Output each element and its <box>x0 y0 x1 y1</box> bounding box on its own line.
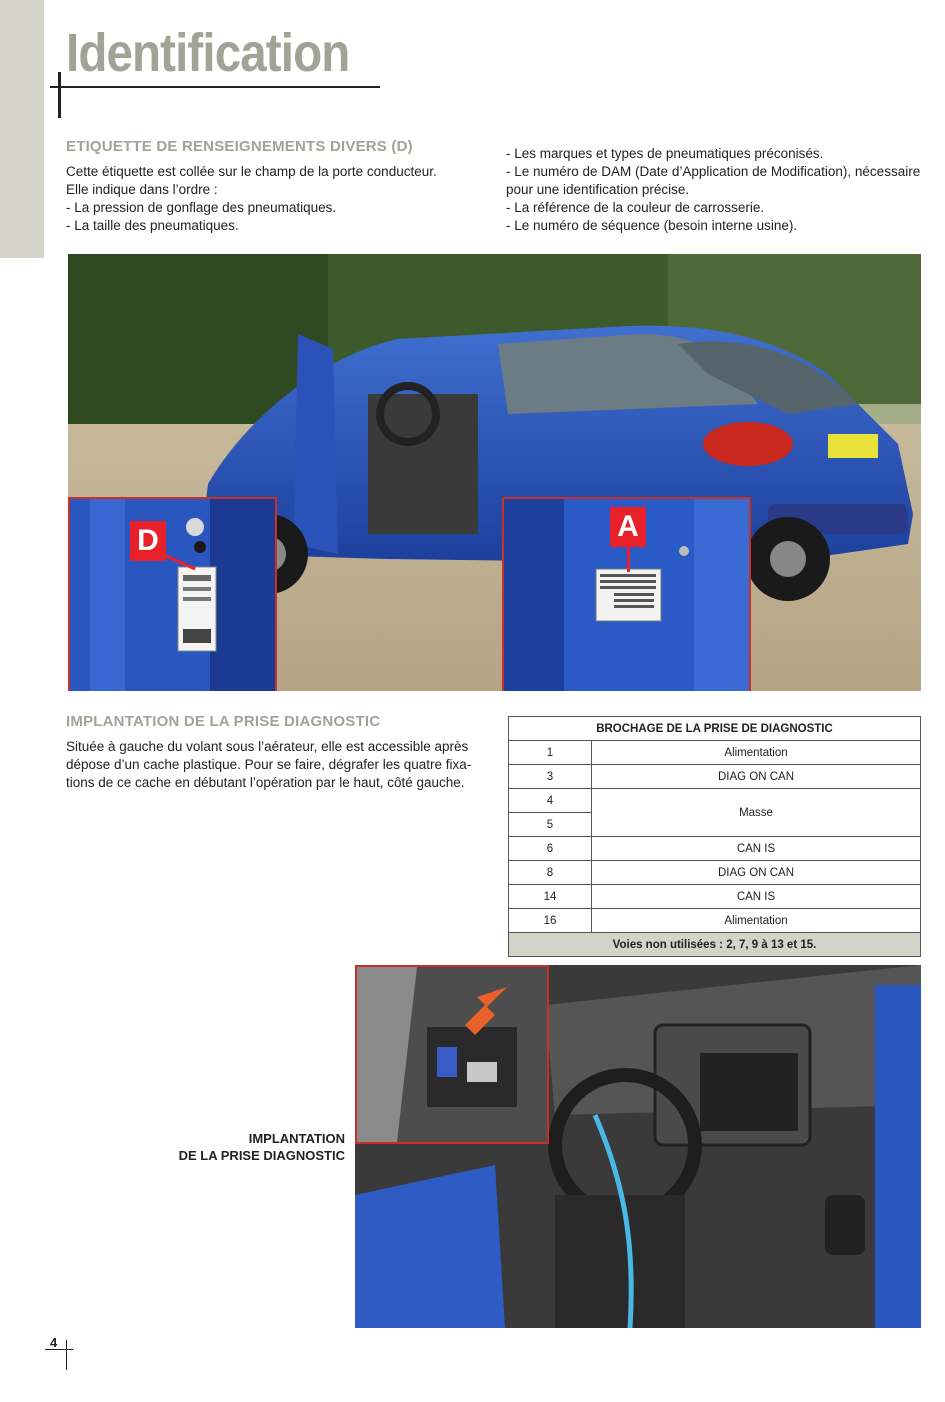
diag-text <box>66 738 471 792</box>
pin-function: CAN IS <box>592 837 921 861</box>
text-line: - Le numéro de DAM (Date d’Application de Modification), nécessaire <box>506 164 921 179</box>
table-row <box>509 789 921 813</box>
caption-line: DE LA PRISE DIAGNOSTIC <box>178 1148 345 1163</box>
pin-function: Masse <box>592 789 921 837</box>
pin-number: 8 <box>509 861 592 885</box>
text-line: - Le numéro de séquence (besoin interne usine). <box>506 218 798 233</box>
interior-caption <box>150 1130 345 1164</box>
pin-number: 16 <box>509 909 592 933</box>
interior-photo <box>355 965 921 1328</box>
inset-door-sticker <box>68 497 277 691</box>
door-sticker-illustration <box>70 499 275 691</box>
text-line: Elle indique dans l’ordre : <box>66 182 218 197</box>
text-line: - Les marques et types de pneumatiques préconisés. <box>506 146 824 161</box>
sticker-text-right <box>506 145 920 235</box>
table-row <box>509 861 921 885</box>
table-row <box>509 765 921 789</box>
table-header-row <box>509 717 921 741</box>
text-line: pour une identification précise. <box>506 182 690 197</box>
pin-function: Alimentation <box>592 909 921 933</box>
text-line: dépose d’un cache plastique. Pour se faire, dégrafer les quatre fixa- <box>66 757 472 772</box>
pin-function: Alimentation <box>592 741 921 765</box>
text-line: Située à gauche du volant sous l’aérateur, elle est accessible après <box>66 739 469 754</box>
table-footer: Voies non utilisées : 2, 7, 9 à 13 et 15. <box>509 933 921 957</box>
pin-number: 5 <box>509 813 592 837</box>
pin-function: DIAG ON CAN <box>592 861 921 885</box>
sticker-text-left <box>66 163 437 235</box>
title-tick <box>58 72 61 118</box>
page-title: Identification <box>66 23 350 83</box>
table-row <box>509 837 921 861</box>
car-photo <box>68 254 921 691</box>
table-header: BROCHAGE DE LA PRISE DE DIAGNOSTIC <box>509 717 921 741</box>
pin-number: 14 <box>509 885 592 909</box>
pin-number: 6 <box>509 837 592 861</box>
title-rule <box>50 86 380 88</box>
text-line: Cette étiquette est collée sur le champ de la porte conducteur. <box>66 164 437 179</box>
table-footer-row <box>509 933 921 957</box>
pin-number: 3 <box>509 765 592 789</box>
side-grey-bar <box>0 0 44 258</box>
table-row <box>509 741 921 765</box>
inset-label-d: D <box>130 521 166 561</box>
sticker-heading: ETIQUETTE DE RENSEIGNEMENTS DIVERS (D) <box>66 138 413 155</box>
inset-vin-plate <box>502 497 751 691</box>
pin-table <box>508 716 921 957</box>
diag-heading: IMPLANTATION DE LA PRISE DIAGNOSTIC <box>66 713 381 730</box>
text-line: - La pression de gonflage des pneumatiques. <box>66 200 337 215</box>
page-number-tick <box>66 1340 67 1370</box>
pin-function: CAN IS <box>592 885 921 909</box>
inset-diag-socket <box>355 965 549 1144</box>
pin-number: 1 <box>509 741 592 765</box>
text-line: tions de ce cache en débutant l’opération par le haut, côté gauche. <box>66 775 465 790</box>
diag-socket-illustration <box>357 967 547 1142</box>
page-number: 4 <box>50 1335 58 1350</box>
table-row <box>509 885 921 909</box>
text-line: - La référence de la couleur de carrosserie. <box>506 200 765 215</box>
pin-function: DIAG ON CAN <box>592 765 921 789</box>
inset-label-a: A <box>610 507 646 547</box>
pin-number: 4 <box>509 789 592 813</box>
table-row <box>509 909 921 933</box>
caption-line: IMPLANTATION <box>248 1131 345 1146</box>
text-line: - La taille des pneumatiques. <box>66 218 239 233</box>
